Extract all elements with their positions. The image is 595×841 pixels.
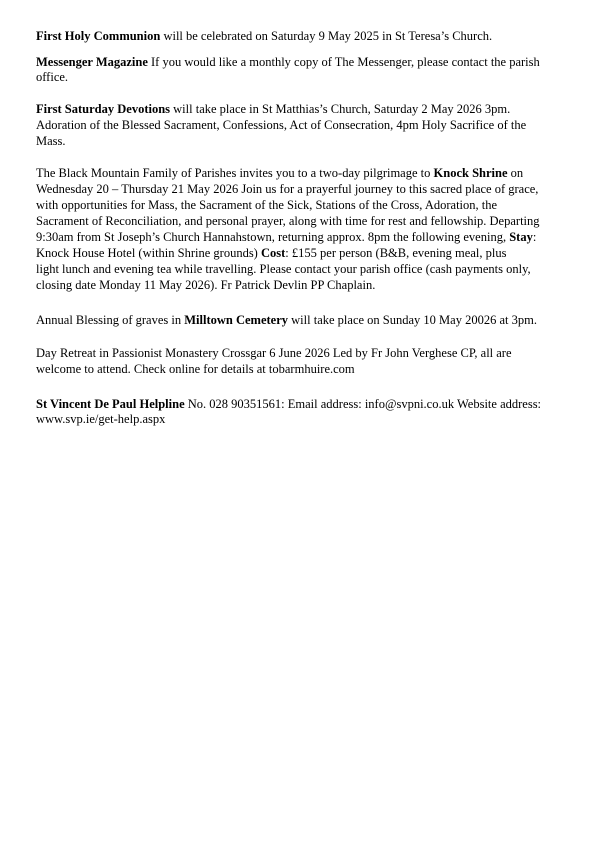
messenger-text-line1: If you would like a monthly copy of The Messenger, please contact the parish	[147, 55, 540, 69]
milltown-cemetery-heading: Milltown Cemetery	[184, 313, 289, 327]
knock-notice-line8: closing date Monday 11 May 2026). Fr Patrick Devlin PP Chaplain.	[36, 278, 376, 292]
knock-shrine-heading: Knock Shrine	[433, 166, 508, 180]
graves-notice	[36, 313, 537, 328]
devotions-notice-line1	[36, 102, 510, 117]
svp-heading: St Vincent De Paul Helpline	[36, 397, 185, 411]
devotions-text-line1: will take place in St Matthias’s Church, Saturday 2 May 2026 3pm.	[170, 102, 511, 116]
knock-text-cost: : £155 per person (B&B, evening meal, plus	[285, 246, 507, 260]
knock-text-colon: :	[532, 230, 537, 244]
knock-notice-line1	[36, 166, 523, 181]
communion-heading: First Holy Communion	[36, 29, 161, 43]
knock-notice-line7: light lunch and evening tea while travelling. Please contact your parish office (cash payments only,	[36, 262, 531, 276]
retreat-notice-line1: Day Retreat in Passionist Monastery Crossgar 6 June 2026 Led by Fr John Verghese CP, all are	[36, 346, 512, 360]
retreat-notice-line2: welcome to attend. Check online for details at tobarmhuire.com	[36, 362, 355, 376]
graves-text-detail: will take place on Sunday 10 May 20026 at 3pm.	[288, 313, 537, 327]
devotions-notice-line3: Mass.	[36, 134, 66, 148]
svp-website-link[interactable]: www.svp.ie/get-help.aspx	[36, 412, 166, 426]
knock-text-departing: 9:30am from St Joseph’s Church Hannahstown, returning approx. 8pm the following evening,	[36, 230, 510, 244]
messenger-heading: Messenger Magazine	[36, 55, 148, 69]
knock-text-hotel: Knock House Hotel (within Shrine grounds)	[36, 246, 261, 260]
knock-notice-line4: Sacrament of Reconciliation, and personal prayer, along with time for rest and fellowship. Departing	[36, 214, 540, 228]
svp-text-line1: No. 028 90351561: Email address: info@svpni.co.uk Website address:	[184, 397, 542, 411]
devotions-notice-line2: Adoration of the Blessed Sacrament, Confessions, Act of Consecration, 4pm Holy Sacrifice of the	[36, 118, 527, 132]
messenger-notice-line1	[36, 55, 540, 70]
knock-notice-line3: with opportunities for Mass, the Sacrament of the Sick, Stations of the Cross, Adoration, the	[36, 198, 498, 212]
messenger-notice-line2: office.	[36, 70, 69, 84]
knock-stay-label: Stay	[509, 230, 533, 244]
knock-notice-line2: Wednesday 20 – Thursday 21 May 2026 Join us for a prayerful journey to this sacred place of grace,	[36, 182, 539, 196]
devotions-heading: First Saturday Devotions	[36, 102, 171, 116]
svp-notice-line1	[36, 397, 541, 412]
communion-notice	[36, 29, 492, 44]
knock-text-on: on	[507, 166, 524, 180]
knock-text-intro: The Black Mountain Family of Parishes invites you to a two-day pilgrimage to	[36, 166, 434, 180]
knock-cost-label: Cost	[260, 246, 286, 260]
communion-text: will be celebrated on Saturday 9 May 2025 in St Teresa’s Church.	[160, 29, 493, 43]
graves-text-intro: Annual Blessing of graves in	[36, 313, 185, 327]
knock-notice-line6	[36, 246, 506, 261]
knock-notice-line5	[36, 230, 536, 245]
